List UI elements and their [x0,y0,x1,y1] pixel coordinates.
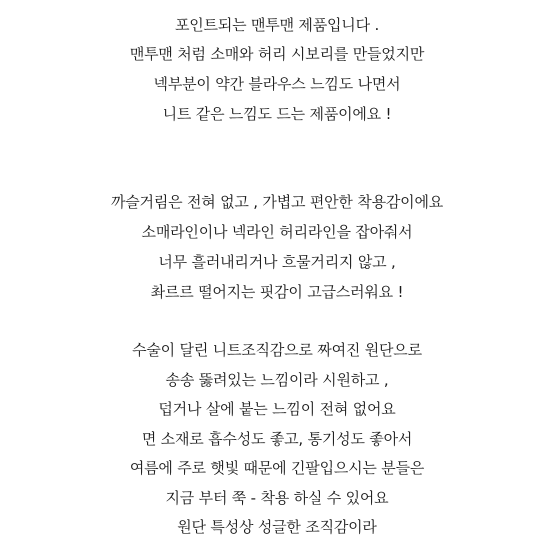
text-line: 촤르르 떨어지는 핏감이 고급스러워요 ! [150,283,404,301]
text-line: 너무 흘러내리거나 흐물거리지 않고 , [158,253,396,271]
text-line: 여름에 주로 햇빛 때문에 긴팔입으시는 분들은 [129,459,425,477]
text-line: 맨투맨 처럼 소매와 허리 시보리를 만들었지만 [129,45,425,63]
text-line: 넥부분이 약간 블라우스 느낌도 나면서 [153,75,401,93]
text-line: 원단 특성상 성글한 조직감이라 [177,518,377,536]
text-line: 포인트되는 맨투맨 제품입니다 . [174,16,380,34]
text-line: 소매라인이나 넥라인 허리라인을 잡아줘서 [141,223,413,241]
text-line: 면 소재로 흡수성도 좋고, 통기성도 좋아서 [141,430,413,448]
text-line: 까슬거림은 전혀 없고 , 가볍고 편안한 착용감이에요 [110,193,444,211]
text-line: 수술이 달린 니트조직감으로 짜여진 원단으로 [132,341,422,359]
text-line: 송송 뚫려있는 느낌이라 시원하고 , [165,371,389,389]
text-line: 덥거나 살에 붙는 느낌이 전혀 없어요 [158,400,396,418]
text-line: 니트 같은 느낌도 드는 제품이에요 ! [162,105,392,123]
text-line: 지금 부터 쭉 - 착용 하실 수 있어요 [165,489,389,507]
